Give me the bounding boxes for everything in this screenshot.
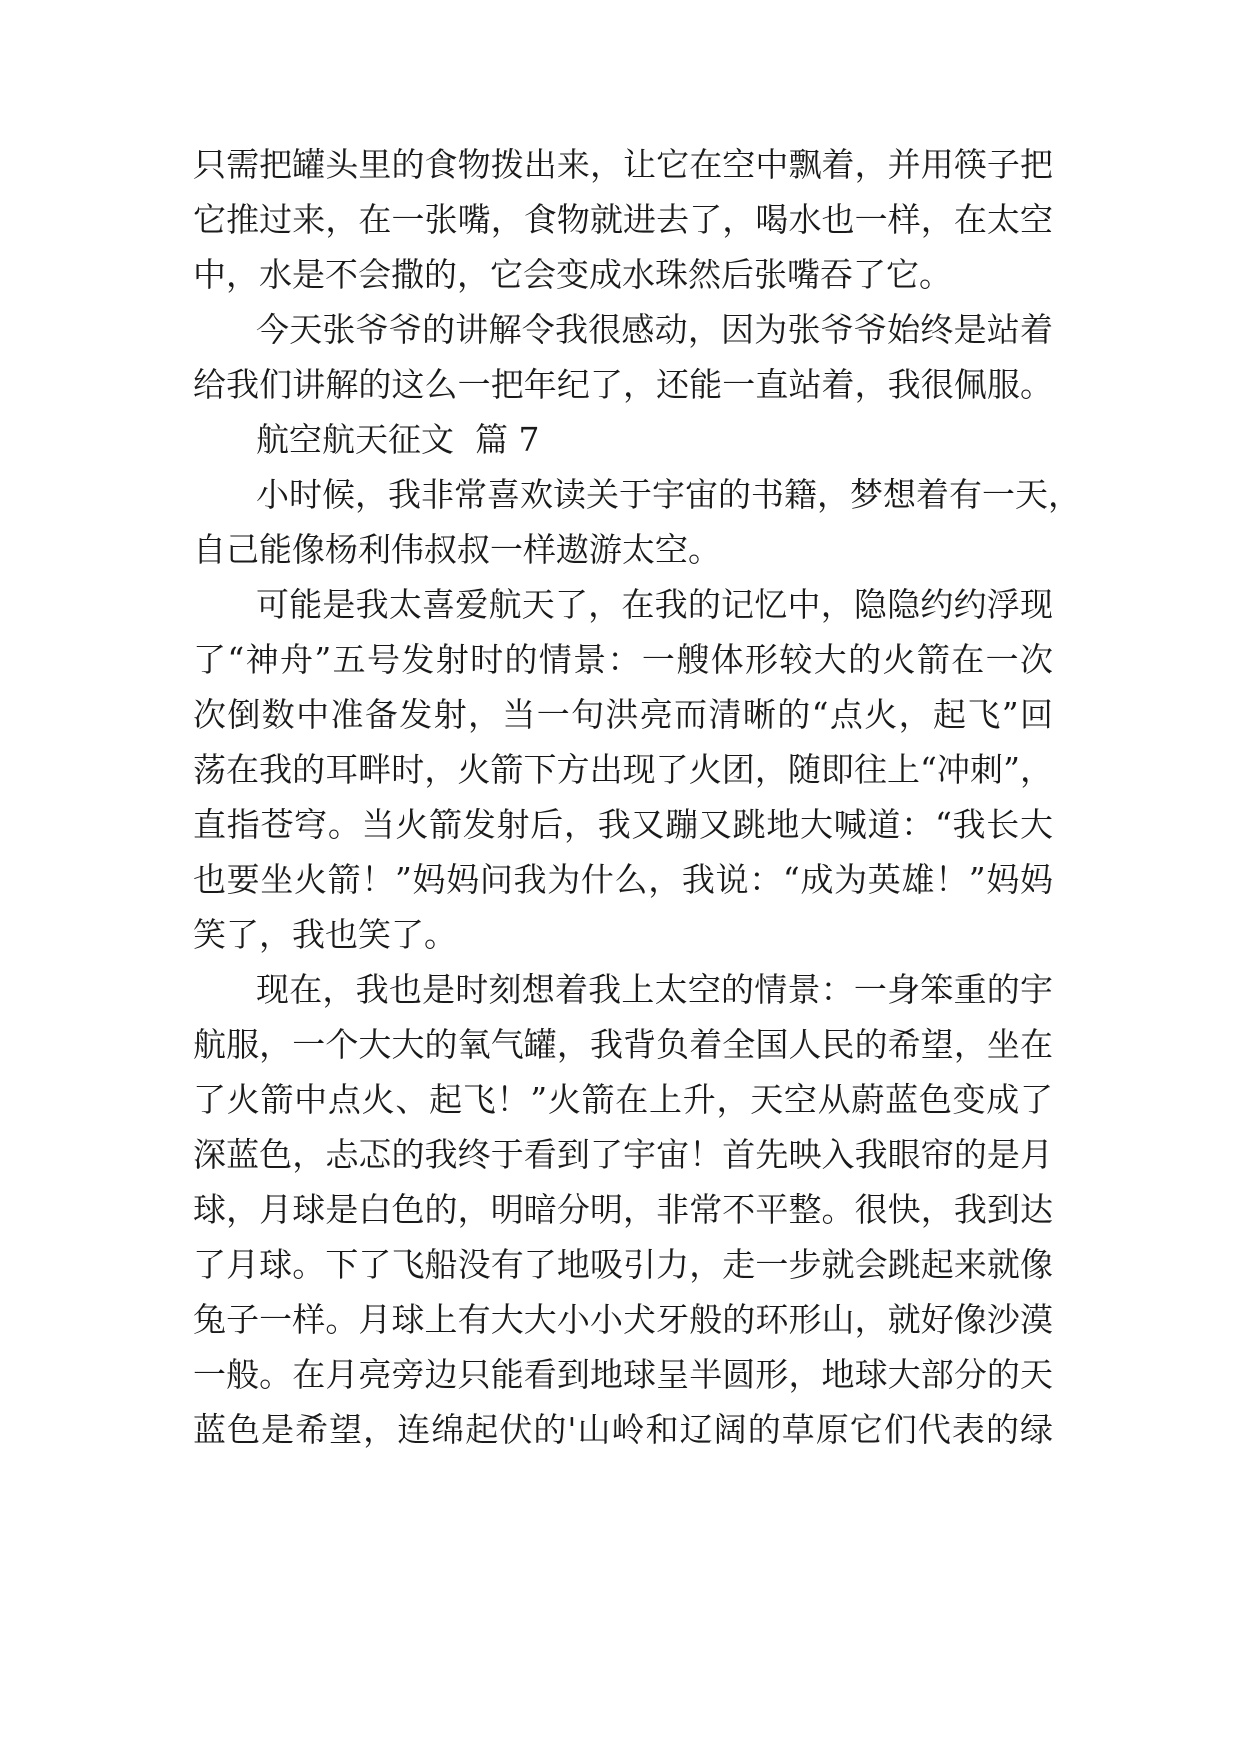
text-line: 它推过来，在一张嘴，食物就进去了，喝水也一样，在太空: [193, 200, 1053, 239]
text-line: 一般。在月亮旁边只能看到地球呈半圆形，地球大部分的天: [193, 1355, 1053, 1394]
text-line: 笑了，我也笑了。: [193, 915, 457, 954]
text-line: 兔子一样。月球上有大大小小犬牙般的环形山，就好像沙漠: [193, 1300, 1053, 1339]
text-line: 小时候，我非常喜欢读关于宇宙的书籍，梦想着有一天，: [256, 475, 1081, 514]
text-line: 了“神舟”五号发射时的情景：一艘体形较大的火箭在一次: [193, 640, 1053, 679]
text-line: 蓝色是希望，连绵起伏的'山岭和辽阔的草原它们代表的绿: [193, 1410, 1053, 1449]
text-line: 只需把罐头里的食物拨出来，让它在空中飘着，并用筷子把: [193, 145, 1053, 184]
text-line: 也要坐火箭！”妈妈问我为什么，我说：“成为英雄！”妈妈: [193, 860, 1053, 899]
text-line: 中，水是不会撒的，它会变成水珠然后张嘴吞了它。: [193, 255, 952, 294]
text-line: 给我们讲解的这么一把年纪了，还能一直站着，我很佩服。: [193, 365, 1053, 404]
text-line: 深蓝色，忐忑的我终于看到了宇宙！首先映入我眼帘的是月: [193, 1135, 1053, 1174]
section-heading: 航空航天征文 篇 7: [256, 420, 540, 459]
text-line: 荡在我的耳畔时，火箭下方出现了火团，随即往上“冲刺”，: [193, 750, 1053, 789]
text-line: 直指苍穹。当火箭发射后，我又蹦又跳地大喊道：“我长大: [193, 805, 1053, 844]
text-line: 现在，我也是时刻想着我上太空的情景：一身笨重的宇: [256, 970, 1053, 1009]
text-line: 了月球。下了飞船没有了地吸引力，走一步就会跳起来就像: [193, 1245, 1053, 1284]
text-line: 次倒数中准备发射，当一句洪亮而清晰的“点火，起飞”回: [193, 695, 1053, 734]
text-line: 航服，一个大大的氧气罐，我背负着全国人民的希望，坐在: [193, 1025, 1053, 1064]
text-line: 了火箭中点火、起飞！”火箭在上升，天空从蔚蓝色变成了: [193, 1080, 1053, 1119]
text-line: 球，月球是白色的，明暗分明，非常不平整。很快，我到达: [193, 1190, 1053, 1229]
text-line: 今天张爷爷的讲解令我很感动，因为张爷爷始终是站着: [256, 310, 1053, 349]
text-line: 自己能像杨利伟叔叔一样遨游太空。: [193, 530, 721, 569]
text-line: 可能是我太喜爱航天了，在我的记忆中，隐隐约约浮现: [256, 585, 1053, 624]
